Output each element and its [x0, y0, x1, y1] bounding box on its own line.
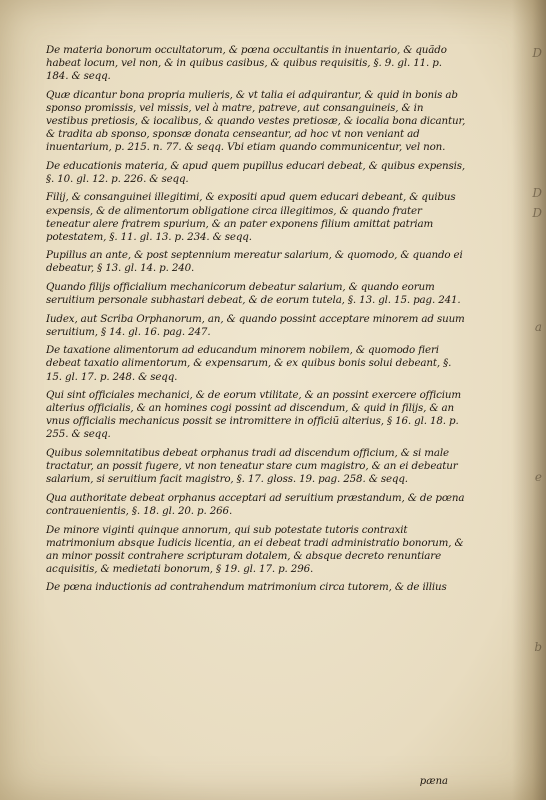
index-entry: Qui sint officiales mechanici, & de eorum vtilitate, & an possint exercere officium alterius officialis, & an homines cogi possint ad discendum, & quid in filijs, & an vnus officialis mechanicus possit se intromittere in officiũ alterius, § 16. gl. 18. p. 255. & seqq.	[46, 389, 461, 441]
index-entry: Filij, & consanguinei illegitimi, & expositi apud quem educari debeant, & quibus expensis, & de alimentorum obligatione circa illegitimos, & quando frater teneatur alere fratrem spurium, & an pater exponens filium amittat patriam potestatem, §. 11. gl. 13. p. 234. & seqq.	[46, 191, 456, 243]
index-entry: Pupillus an ante, & post septennium mereatur salarium, & quomodo, & quando ei debeatur, § 13. gl. 14. p. 240.	[46, 249, 463, 275]
bleed-letter: D	[532, 46, 542, 60]
bleed-letter: b	[534, 640, 542, 654]
index-entry: Quæ dicantur bona propria mulieris, & vt talia ei adquirantur, & quid in bonis ab sponso promissis, vel missis, vel à matre, patreve, aut consanguineis, & in vestibus pretiosis, & iocalibus, & quando vestes pretiosæ, & iocalia bona dicantur, & tradita ab sponso, sponsæ donata censeantur, ad hoc vt non veniant ad inuentarium, p. 215. n. 77. & seqq. Vbi etiam quando communicentur, vel non.	[46, 88, 466, 154]
index-entry: De minore viginti quinque annorum, qui sub potestate tutoris contraxit matrimonium absque Iudicis licentia, an ei debeat tradi administratio bonorum, & an minor possit contrahere scripturam dotalem, & absque decreto renuntiare acquisitis, & medietati bonorum, § 19. gl. 17. p. 296.	[46, 523, 464, 575]
index-entry: De educationis materia, & apud quem pupillus educari debeat, & quibus expensis, §. 10. gl. 12. p. 226. & seqq.	[46, 159, 466, 185]
index-entries	[46, 44, 466, 600]
bleed-letter: a	[534, 320, 542, 334]
index-entry: Qua authoritate debeat orphanus acceptari ad seruitium præstandum, & de pœna contrauenientis, §. 18. gl. 20. p. 266.	[46, 491, 465, 517]
index-entry: De materia bonorum occultatorum, & pœna occultantis in inuentario, & quãdo habeat locum, vel non, & in quibus casibus, & quibus requisitis, §. 9. gl. 11. p. 184. & seqq.	[46, 44, 447, 83]
catchword: pæna	[419, 776, 448, 787]
index-entry: Iudex, aut Scriba Orphanorum, an, & quando possint acceptare minorem ad suum seruitium, § 14. gl. 16. pag. 247.	[46, 312, 465, 338]
index-entry: Quibus solemnitatibus debeat orphanus tradi ad discendum officium, & si male tractatur, an possit fugere, vt non teneatur stare cum magistro, & an ei debeatur salarium, si seruitium facit magistro, §. 17. gloss. 19. pag. 258. & seqq.	[46, 447, 458, 486]
bleed-letter: e	[534, 470, 542, 484]
index-entry: De taxatione alimentorum ad educandum minorem nobilem, & quomodo fieri debeat taxatio alimentorum, & expensarum, & ex quibus bonis solui debeant, §. 15. gl. 17. p. 248. & seqq.	[46, 344, 452, 383]
index-entry: Quando filijs officialium mechanicorum debeatur salarium, & quando eorum seruitium personale subhastari debeat, & de eorum tutela, §. 13. gl. 15. pag. 241.	[46, 281, 461, 307]
bleed-letter: D	[532, 206, 542, 220]
index-entry: De pœna inductionis ad contrahendum matrimonium circa tutorem, & de illius	[46, 581, 447, 594]
facing-page-bleed	[512, 0, 546, 800]
bleed-letter: D	[532, 186, 542, 200]
